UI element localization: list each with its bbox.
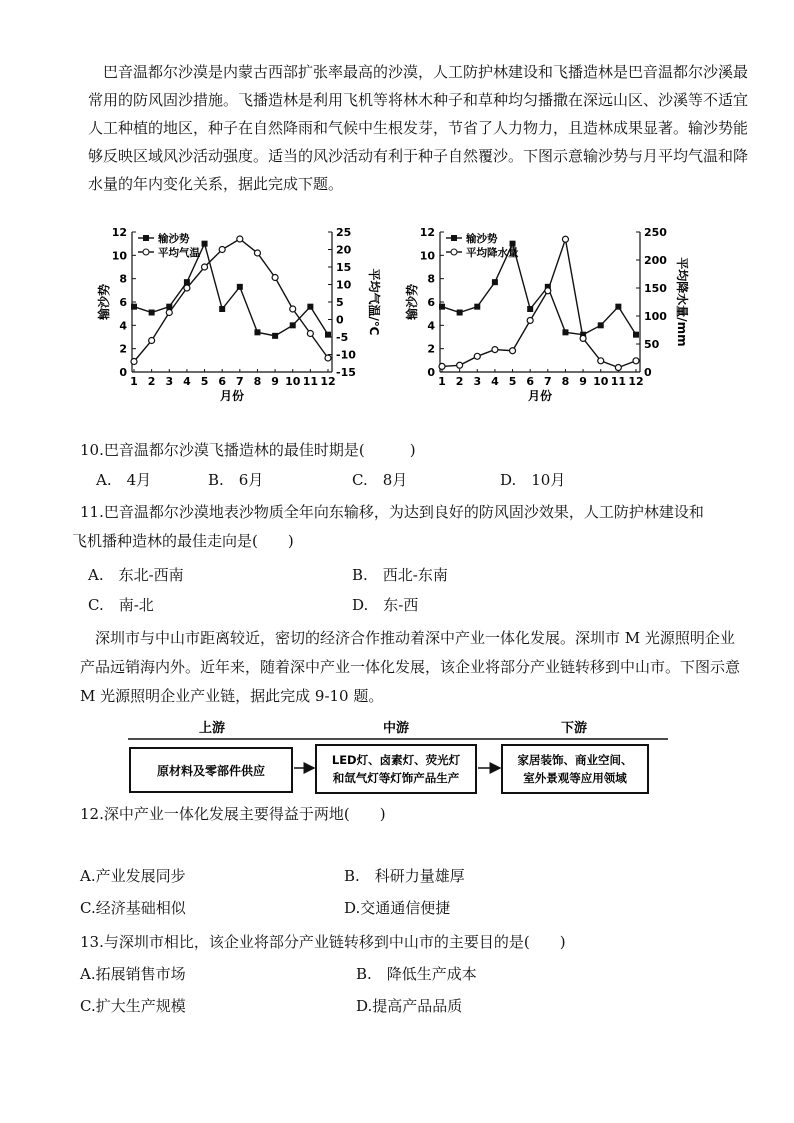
chart1-series-0-point — [254, 329, 260, 335]
intro-paragraph: 巴音温都尔沙漠是内蒙古西部扩张率最高的沙漠，人工防护林建设和飞播造林是巴音温都尔沙溪最常用的防风固沙措施。飞播造林是利用飞机等将林木种子和草种均匀播撒在深远山区、沙溪等不适宜人工种植的地区，种子在自然降雨和气候中生根发芽，节省了人力物力，且造林成果显著。输沙势能够反映区域风沙活动强度。适当的风沙活动有利于种子自然覆沙。下图示意输沙势与月平均气温和降水量的年内变化关系，据此完成下题。 — [88, 63, 749, 193]
chart1-series-0-point — [149, 310, 155, 316]
chart2-series-1-point — [615, 365, 621, 371]
chart1-series-1-point — [131, 359, 137, 365]
chart1-x-tick-label: 2 — [147, 375, 156, 388]
chart2-series-1-point — [474, 353, 480, 359]
chart1-right-tick-label: 20 — [336, 243, 352, 257]
chart2-series-0-point — [510, 241, 516, 247]
chart1-x-tick-label: 4 — [183, 375, 191, 388]
chart2-left-tick-label: 8 — [427, 272, 435, 286]
q11-option-a[interactable]: A. 东北-西南 — [88, 566, 184, 584]
chart1-left-tick-label: 6 — [119, 296, 127, 309]
chart2-x-tick-label: 5 — [508, 375, 517, 388]
q12-option-a[interactable]: A.产业发展同步 — [80, 867, 186, 885]
q10-option-d[interactable]: D. 10月 — [500, 471, 566, 489]
chart2-legend-marker — [451, 235, 457, 241]
chart2-x-tick-label: 3 — [473, 375, 482, 388]
chart2-series-1-point — [527, 317, 533, 323]
chart1-left-tick-label: 0 — [119, 366, 127, 379]
chart1-right-tick-label: 0 — [336, 313, 344, 327]
chart1-series-1-point — [272, 275, 278, 281]
chart2-series-1-point — [633, 358, 639, 364]
chart2-right-tick-label: 100 — [644, 310, 667, 323]
chart1-x-tick-label: 8 — [253, 375, 262, 388]
chart1-series-0-point — [219, 306, 225, 312]
chart1-series-0-point — [307, 304, 313, 310]
chart1-series-0-point — [237, 284, 243, 290]
question-11-line1: 11.巴音温都尔沙漠地表沙物质全年向东输移，为达到良好的防风固沙效果，人工防护林建设和 — [80, 503, 704, 521]
chart2-x-tick-label: 1 — [438, 375, 446, 388]
chart2-left-tick-label: 12 — [419, 226, 435, 239]
chart1-x-tick-label: 5 — [200, 375, 209, 388]
chart1-left-tick-label: 8 — [119, 272, 127, 286]
chart2-x-tick-label: 7 — [543, 375, 552, 388]
chart2-left-label: 输沙势 — [405, 283, 419, 321]
chart1-legend-label: 输沙势 — [158, 233, 190, 245]
q10-option-b[interactable]: B. 6月 — [208, 471, 264, 489]
chart1-x-tick-label: 7 — [235, 375, 244, 388]
chart2-right-tick-label: 150 — [644, 282, 667, 295]
upstream-title: 上游 — [198, 721, 226, 736]
chart2-left-tick-label: 4 — [427, 319, 435, 333]
chart1-series-1-point — [184, 285, 190, 291]
chart1-right-tick-label: 10 — [336, 278, 352, 292]
chart1-right-tick-label: 25 — [336, 226, 352, 239]
chart2-left-tick-label: 10 — [419, 249, 435, 263]
chart1-series-1-point — [254, 250, 260, 256]
sand-drift-temperature-chart — [90, 222, 410, 412]
q11-option-d[interactable]: D. 东-西 — [352, 596, 419, 614]
q11-option-c[interactable]: C. 南-北 — [88, 596, 154, 614]
q13-option-c[interactable]: C.扩大生产规模 — [80, 997, 186, 1015]
industry-chain-diagram — [128, 718, 668, 800]
chart2-series-0-point — [527, 306, 533, 312]
chart1-series-0-point — [202, 241, 208, 247]
chart2-legend-label: 输沙势 — [466, 233, 498, 245]
chart1-left-tick-label: 10 — [111, 249, 127, 263]
chart2-series-1-point — [545, 288, 551, 294]
chart1-left-tick-label: 4 — [119, 319, 127, 333]
chart1-legend-marker — [143, 235, 149, 241]
chart2-series-0-point — [615, 304, 621, 310]
chart2-x-tick-label: 8 — [561, 375, 570, 388]
q13-option-a[interactable]: A.拓展销售市场 — [80, 965, 186, 983]
chart1-right-tick-label: -5 — [336, 331, 349, 344]
chart2-series-0-point — [492, 279, 498, 285]
chart2-series-1-point — [492, 347, 498, 353]
chart1-right-tick-label: -10 — [336, 348, 356, 362]
chart2-series-0-point — [633, 332, 639, 338]
chart1-left-label: 输沙势 — [97, 283, 111, 321]
chart2-series-0-point — [598, 322, 604, 328]
chart2-series-0-point — [474, 304, 480, 310]
chart1-x-tick-label: 12 — [320, 375, 336, 388]
q13-option-b[interactable]: B. 降低生产成本 — [356, 965, 477, 983]
chart1-right-label: 平均气温/℃ — [367, 268, 381, 336]
chart1-right-tick-label: 15 — [336, 261, 352, 274]
chart1-series-1-point — [307, 331, 313, 337]
question-11-line2: 飞机播种造林的最佳走向是( ) — [72, 532, 294, 550]
chart1-right-tick-label: 5 — [336, 296, 344, 309]
chart1-series-1-point — [202, 264, 208, 270]
chart1-series-1-point — [166, 310, 172, 316]
chart2-right-tick-label: 250 — [644, 226, 667, 239]
midstream-box-line2: 和氙气灯等灯饰产品生产 — [332, 771, 460, 785]
chart2-x-tick-label: 12 — [628, 375, 644, 388]
q11-option-b[interactable]: B. 西北-东南 — [352, 566, 448, 584]
chart1-right-tick-label: -15 — [336, 366, 356, 379]
chart2-right-tick-label: 0 — [644, 366, 652, 379]
chart2-series-1-point — [439, 363, 445, 369]
chart1-series-1-point — [149, 338, 155, 344]
chart1-series-1-point — [219, 247, 225, 253]
chart2-right-label: 平均降水量/mm — [675, 257, 689, 347]
chart2-series-0-point — [562, 329, 568, 335]
downstream-box-line2: 室外景观等应用领域 — [523, 771, 627, 785]
chart1-left-tick-label: 12 — [111, 226, 127, 239]
chart1-x-tick-label: 1 — [130, 375, 138, 388]
chart1-series-0-point — [325, 332, 331, 338]
chart1-x-tick-label: 6 — [218, 375, 227, 388]
chart2-x-tick-label: 4 — [491, 375, 499, 388]
chart2-series-1-point — [457, 362, 463, 368]
chart1-series-1-point — [237, 236, 243, 242]
chart2-left-tick-label: 2 — [427, 342, 435, 356]
chart1-series-0-point — [184, 279, 190, 285]
q12-option-b[interactable]: B. 科研力量雄厚 — [344, 867, 465, 885]
chart1-series-0-point — [131, 304, 137, 310]
chart2-right-tick-label: 200 — [644, 254, 667, 267]
chart1-x-label: 月份 — [219, 389, 245, 403]
chart2-x-label: 月份 — [527, 389, 553, 403]
chart1-series-0-point — [272, 333, 278, 339]
q10-option-a[interactable]: A. 4月 — [96, 471, 152, 489]
chart1-x-tick-label: 9 — [271, 375, 279, 388]
chart2-x-tick-label: 9 — [579, 375, 587, 388]
chart2-series-1-point — [580, 335, 586, 341]
chart2-legend-label: 平均降水量 — [466, 247, 519, 259]
chart2-x-tick-label: 6 — [526, 375, 535, 388]
chart2-series-1-point — [510, 348, 516, 354]
chart1-legend-label: 平均气温 — [158, 247, 200, 259]
chart2-series-1-point — [562, 236, 568, 242]
q12-option-c[interactable]: C.经济基础相似 — [80, 899, 186, 917]
chart2-legend-marker — [451, 249, 457, 255]
sand-drift-precipitation-chart — [398, 222, 718, 412]
q10-option-c[interactable]: C. 8月 — [352, 471, 408, 489]
upstream-box-text: 原材料及零部件供应 — [156, 764, 266, 778]
chart2-series-0-point — [457, 310, 463, 316]
chart2-series-1-point — [598, 358, 604, 364]
chart2-x-tick-label: 11 — [610, 375, 627, 388]
chart2-left-tick-label: 6 — [427, 296, 435, 309]
question-12: 12.深中产业一体化发展主要得益于两地( ) — [80, 805, 386, 823]
chart1-series-0-point — [290, 322, 296, 328]
chart1-x-tick-label: 10 — [285, 375, 301, 388]
q13-option-d[interactable]: D.提高产品品质 — [356, 997, 463, 1015]
passage-2: 深圳市与中山市距离较近，密切的经济合作推动着深中产业一体化发展。深圳市 M 光源照明企业产品远销海内外。近年来，随着深中产业一体化发展，该企业将部分产业链转移到中山市。下图示意 M 光源照明企业产业链，据此完成 9-10 题。 — [80, 629, 741, 705]
downstream-box-line1: 家居装饰、商业空间、 — [517, 753, 633, 767]
chart1-x-tick-label: 11 — [302, 375, 319, 388]
chart2-right-tick-label: 50 — [644, 338, 660, 351]
midstream-box-line1: LED灯、卤素灯、荧光灯 — [331, 753, 461, 767]
q12-option-d[interactable]: D.交通通信便捷 — [344, 899, 451, 917]
chart1-left-tick-label: 2 — [119, 342, 127, 356]
question-10: 10.巴音温都尔沙漠飞播造林的最佳时期是( ) — [80, 441, 416, 459]
chart1-series-1-point — [290, 306, 296, 312]
chart2-left-tick-label: 0 — [427, 366, 435, 379]
downstream-title: 下游 — [560, 721, 588, 736]
chart2-x-tick-label: 2 — [455, 375, 464, 388]
chart2-x-tick-label: 10 — [593, 375, 609, 388]
chart1-x-tick-label: 3 — [165, 375, 174, 388]
chart1-legend-marker — [143, 249, 149, 255]
question-13: 13.与深圳市相比，该企业将部分产业链转移到中山市的主要目的是( ) — [80, 933, 566, 951]
midstream-title: 中游 — [382, 721, 410, 736]
chart2-series-0-point — [439, 304, 445, 310]
chart1-series-1-point — [325, 355, 331, 361]
